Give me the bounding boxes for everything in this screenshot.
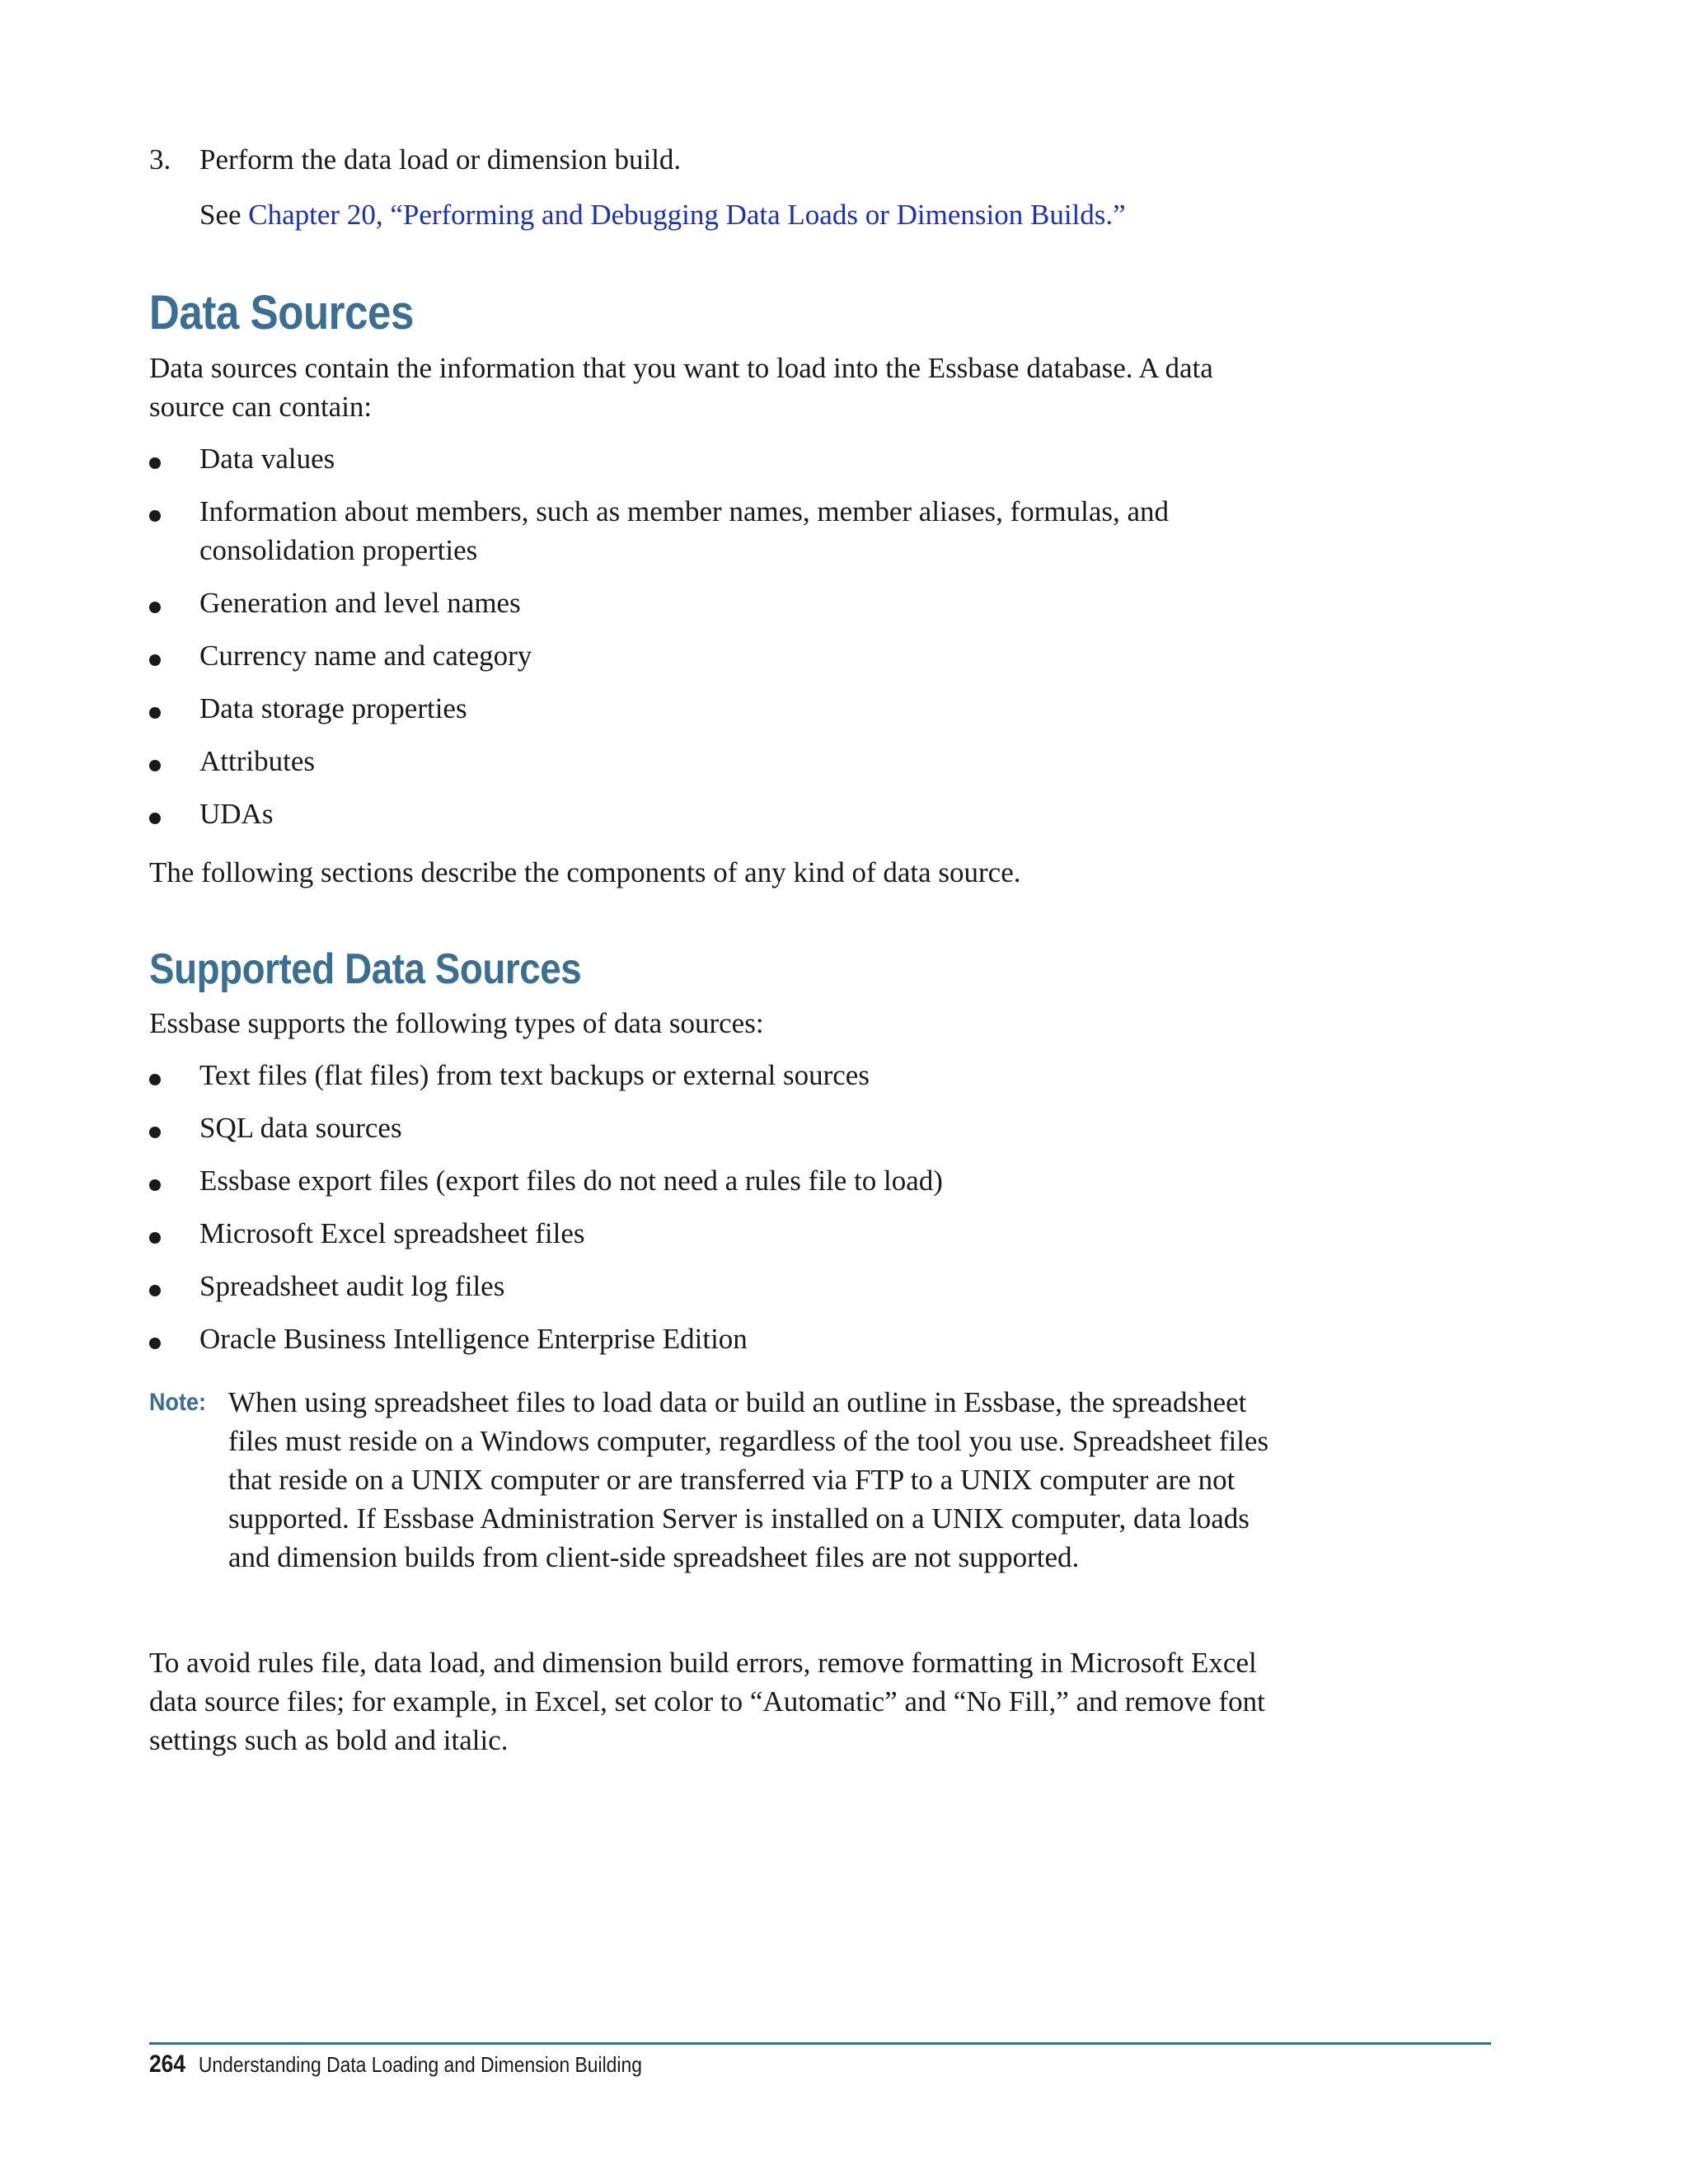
see-prefix: See [199,199,249,231]
list-item: Data storage properties [149,689,1303,728]
bullet-icon [149,457,161,469]
step-number: 3. [149,143,171,176]
bullet-icon [149,1338,161,1349]
list-item: Information about members, such as member names, member aliases, formulas, and consolidation properties [149,492,1303,569]
footer-chapter-title: Understanding Data Loading and Dimension Building [198,2052,642,2077]
data-sources-heading: Data Sources [149,286,414,340]
list-item: Generation and level names [149,583,1303,622]
bullet-icon [149,760,161,771]
supported-sources-list [149,1056,1303,1358]
page-footer [149,2050,642,2079]
bullet-icon [149,1285,161,1296]
list-item: Text files (flat files) from text backups or external sources [149,1056,1303,1094]
list-item: Data values [149,439,1303,478]
bullet-icon [149,813,161,824]
chapter-20-link[interactable]: Chapter 20, “Performing and Debugging Data Loads or Dimension Builds.” [248,199,1126,231]
data-sources-outro: The following sections describe the components of any kind of data source. [149,856,1021,888]
closing-paragraph: To avoid rules file, data load, and dimension build errors, remove formatting in Microsoft Excel data source files; for example, in Excel, set color to “Automatic” and “No Fill,” and remove font settings such as bold and italic. [149,1647,1265,1756]
note-block [149,1383,1303,1577]
bullet-icon [149,707,161,719]
list-item: Oracle Business Intelligence Enterprise Edition [149,1319,1303,1358]
list-item: UDAs [149,794,1303,833]
list-item: SQL data sources [149,1108,1303,1147]
bullet-icon [149,654,161,666]
step-see-reference [199,195,1303,234]
supported-data-sources-heading: Supported Data Sources [149,945,582,993]
list-item: Microsoft Excel spreadsheet files [149,1214,1303,1253]
list-item: Essbase export files (export files do not need a rules file to load) [149,1161,1303,1200]
list-item: Attributes [149,742,1303,780]
note-text: When using spreadsheet files to load data or build an outline in Essbase, the spreadsheet files must reside on a Windows computer, regardless of the tool you use. Spreadsheet files that reside on a UNIX computer or are transferred via FTP to a UNIX computer are not supported. If Essbase Administration Server is installed on a UNIX computer, data loads and dimension builds from client-side spreadsheet files are not supported. [228,1386,1269,1573]
step-3 [149,140,1303,179]
list-item: Spreadsheet audit log files [149,1267,1303,1305]
bullet-icon [149,1179,161,1191]
note-label: Note: [149,1389,206,1416]
bullet-icon [149,1232,161,1244]
data-sources-intro-line2: source can contain: [149,391,373,423]
bullet-icon [149,510,161,522]
bullet-icon [149,1074,161,1085]
page-number: 264 [149,2050,186,2078]
data-sources-intro [149,349,1303,426]
page-content [149,140,1303,1760]
step-text: Perform the data load or dimension build. [199,143,682,176]
bullet-icon [149,602,161,613]
list-item: Currency name and category [149,636,1303,675]
footer-divider [149,2042,1491,2045]
bullet-icon [149,1127,161,1138]
supported-intro: Essbase supports the following types of data sources: [149,1007,764,1039]
data-sources-intro-line1: Data sources contain the information that you want to load into the Essbase database. A data [149,352,1213,384]
data-sources-list [149,439,1303,833]
